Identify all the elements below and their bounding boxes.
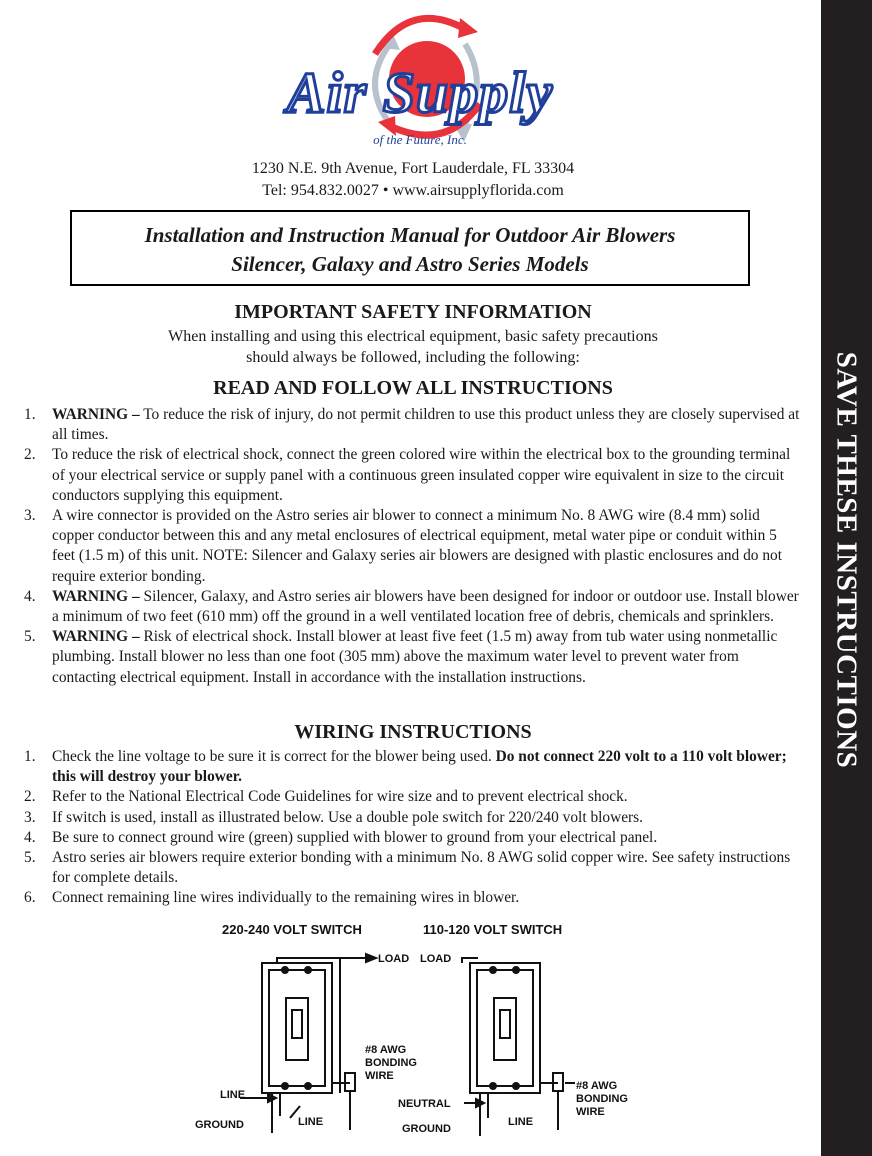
address-line-2: Tel: 954.832.0027 • www.airsupplyflorida.com (262, 182, 564, 199)
title-line-2: Silencer, Galaxy and Astro Series Models (231, 252, 589, 276)
list-item: 6. Connect remaining line wires individually to the remaining wires in blower. (24, 889, 520, 907)
title-line-1: Installation and Instruction Manual for Outdoor Air Blowers (144, 223, 676, 247)
label-bond1-right: #8 AWG (576, 1080, 618, 1092)
diagram-title-220: 220-240 VOLT SWITCH (222, 922, 362, 937)
list-item: 4. Be sure to connect ground wire (green) supplied with blower to ground from your electrical panel. (24, 828, 658, 846)
switch-110-graphic (462, 958, 575, 1136)
safety-intro-2: should always be followed, including the following: (246, 349, 580, 366)
list-item: 5. Astro series air blowers require exterior bonding with a minimum No. 8 AWG solid copper wire. See safety instructions for complete details. (24, 849, 791, 887)
logo-brand-text: Air Supply (286, 60, 554, 125)
label-line-right: LINE (508, 1116, 534, 1128)
wiring-heading: WIRING INSTRUCTIONS (294, 721, 532, 743)
list-item: 1. WARNING – To reduce the risk of injury, do not permit children to use this product unless they are closely supervised at all times. (24, 406, 800, 444)
label-ground-right: GROUND (402, 1123, 451, 1135)
list-item: 1. Check the line voltage to be sure it is correct for the blower being used. Do not connect 220 volt to a 110 volt blower; this will destroy your blower. (24, 748, 787, 786)
list-item: 5. WARNING – Risk of electrical shock. Install blower at least five feet (1.5 m) away from tub water using nonmetallic plumbing. Install blower no less than one foot (305 mm) above the maximum water level to prevent water from contacting electrical equipment. Install in accordance with the installation instructions. (24, 628, 778, 686)
safety-intro-1: When installing and using this electrical equipment, basic safety precautions (168, 328, 658, 345)
label-bond2-left: BONDING (365, 1057, 417, 1069)
address-line-1: 1230 N.E. 9th Avenue, Fort Lauderdale, FL 33304 (251, 160, 575, 177)
logo-tagline: of the Future, Inc. (373, 132, 467, 147)
manual-title-box (70, 210, 750, 286)
safety-list (24, 405, 802, 688)
label-ground-left: GROUND (195, 1119, 244, 1131)
label-bond1-left: #8 AWG (365, 1044, 407, 1056)
safety-subheading: READ AND FOLLOW ALL INSTRUCTIONS (213, 377, 613, 399)
label-bond2-right: BONDING (576, 1093, 628, 1105)
save-instructions-text: SAVE THESE INSTRUCTIONS (830, 351, 863, 769)
label-bond3-left: WIRE (365, 1070, 394, 1082)
label-bond3-right: WIRE (576, 1106, 605, 1118)
label-line-left-2: LINE (298, 1116, 324, 1128)
switch-220-graphic (240, 954, 376, 1133)
list-item: 2. To reduce the risk of electrical shock, connect the green colored wire within the electrical box to the grounding terminal of your electrical service or supply panel with a continuous green insulated copper wire equivalent in size to the circuit conductors supplying this equipment. (24, 446, 791, 504)
wiring-diagram (180, 918, 650, 1140)
label-load-right: LOAD (420, 953, 452, 965)
label-load-left: LOAD (378, 953, 410, 965)
diagram-title-110: 110-120 VOLT SWITCH (423, 922, 563, 937)
list-item: 4. WARNING – Silencer, Galaxy, and Astro series air blowers have been designed for indoor or outdoor use. Install blower a minimum of two feet (610 mm) off the ground in a well ventilated location free of debris, chemicals and sprinklers. (24, 587, 799, 626)
air-supply-logo (240, 4, 600, 154)
wiring-list (24, 747, 802, 909)
label-neutral-right: NEUTRAL (398, 1098, 451, 1110)
list-item: 3. A wire connector is provided on the Astro series air blower to connect a minimum No. 8 AWG wire (8.4 mm) solid copper conductor between this and any metal enclosures of electrical equipment, metal water pipe or conduit within 5 feet (1.5 m) of this unit. NOTE: Silencer and Galaxy series air blowers are designed with plastic enclosures and do not require exterior bonding. (24, 507, 782, 585)
label-line-left: LINE (220, 1089, 246, 1101)
safety-heading: IMPORTANT SAFETY INFORMATION (234, 301, 592, 323)
list-item: 2. Refer to the National Electrical Code Guidelines for wire size and to prevent electrical shock. (24, 788, 628, 806)
list-item: 3. If switch is used, install as illustrated below. Use a double pole switch for 220/240 volt blowers. (24, 808, 644, 826)
